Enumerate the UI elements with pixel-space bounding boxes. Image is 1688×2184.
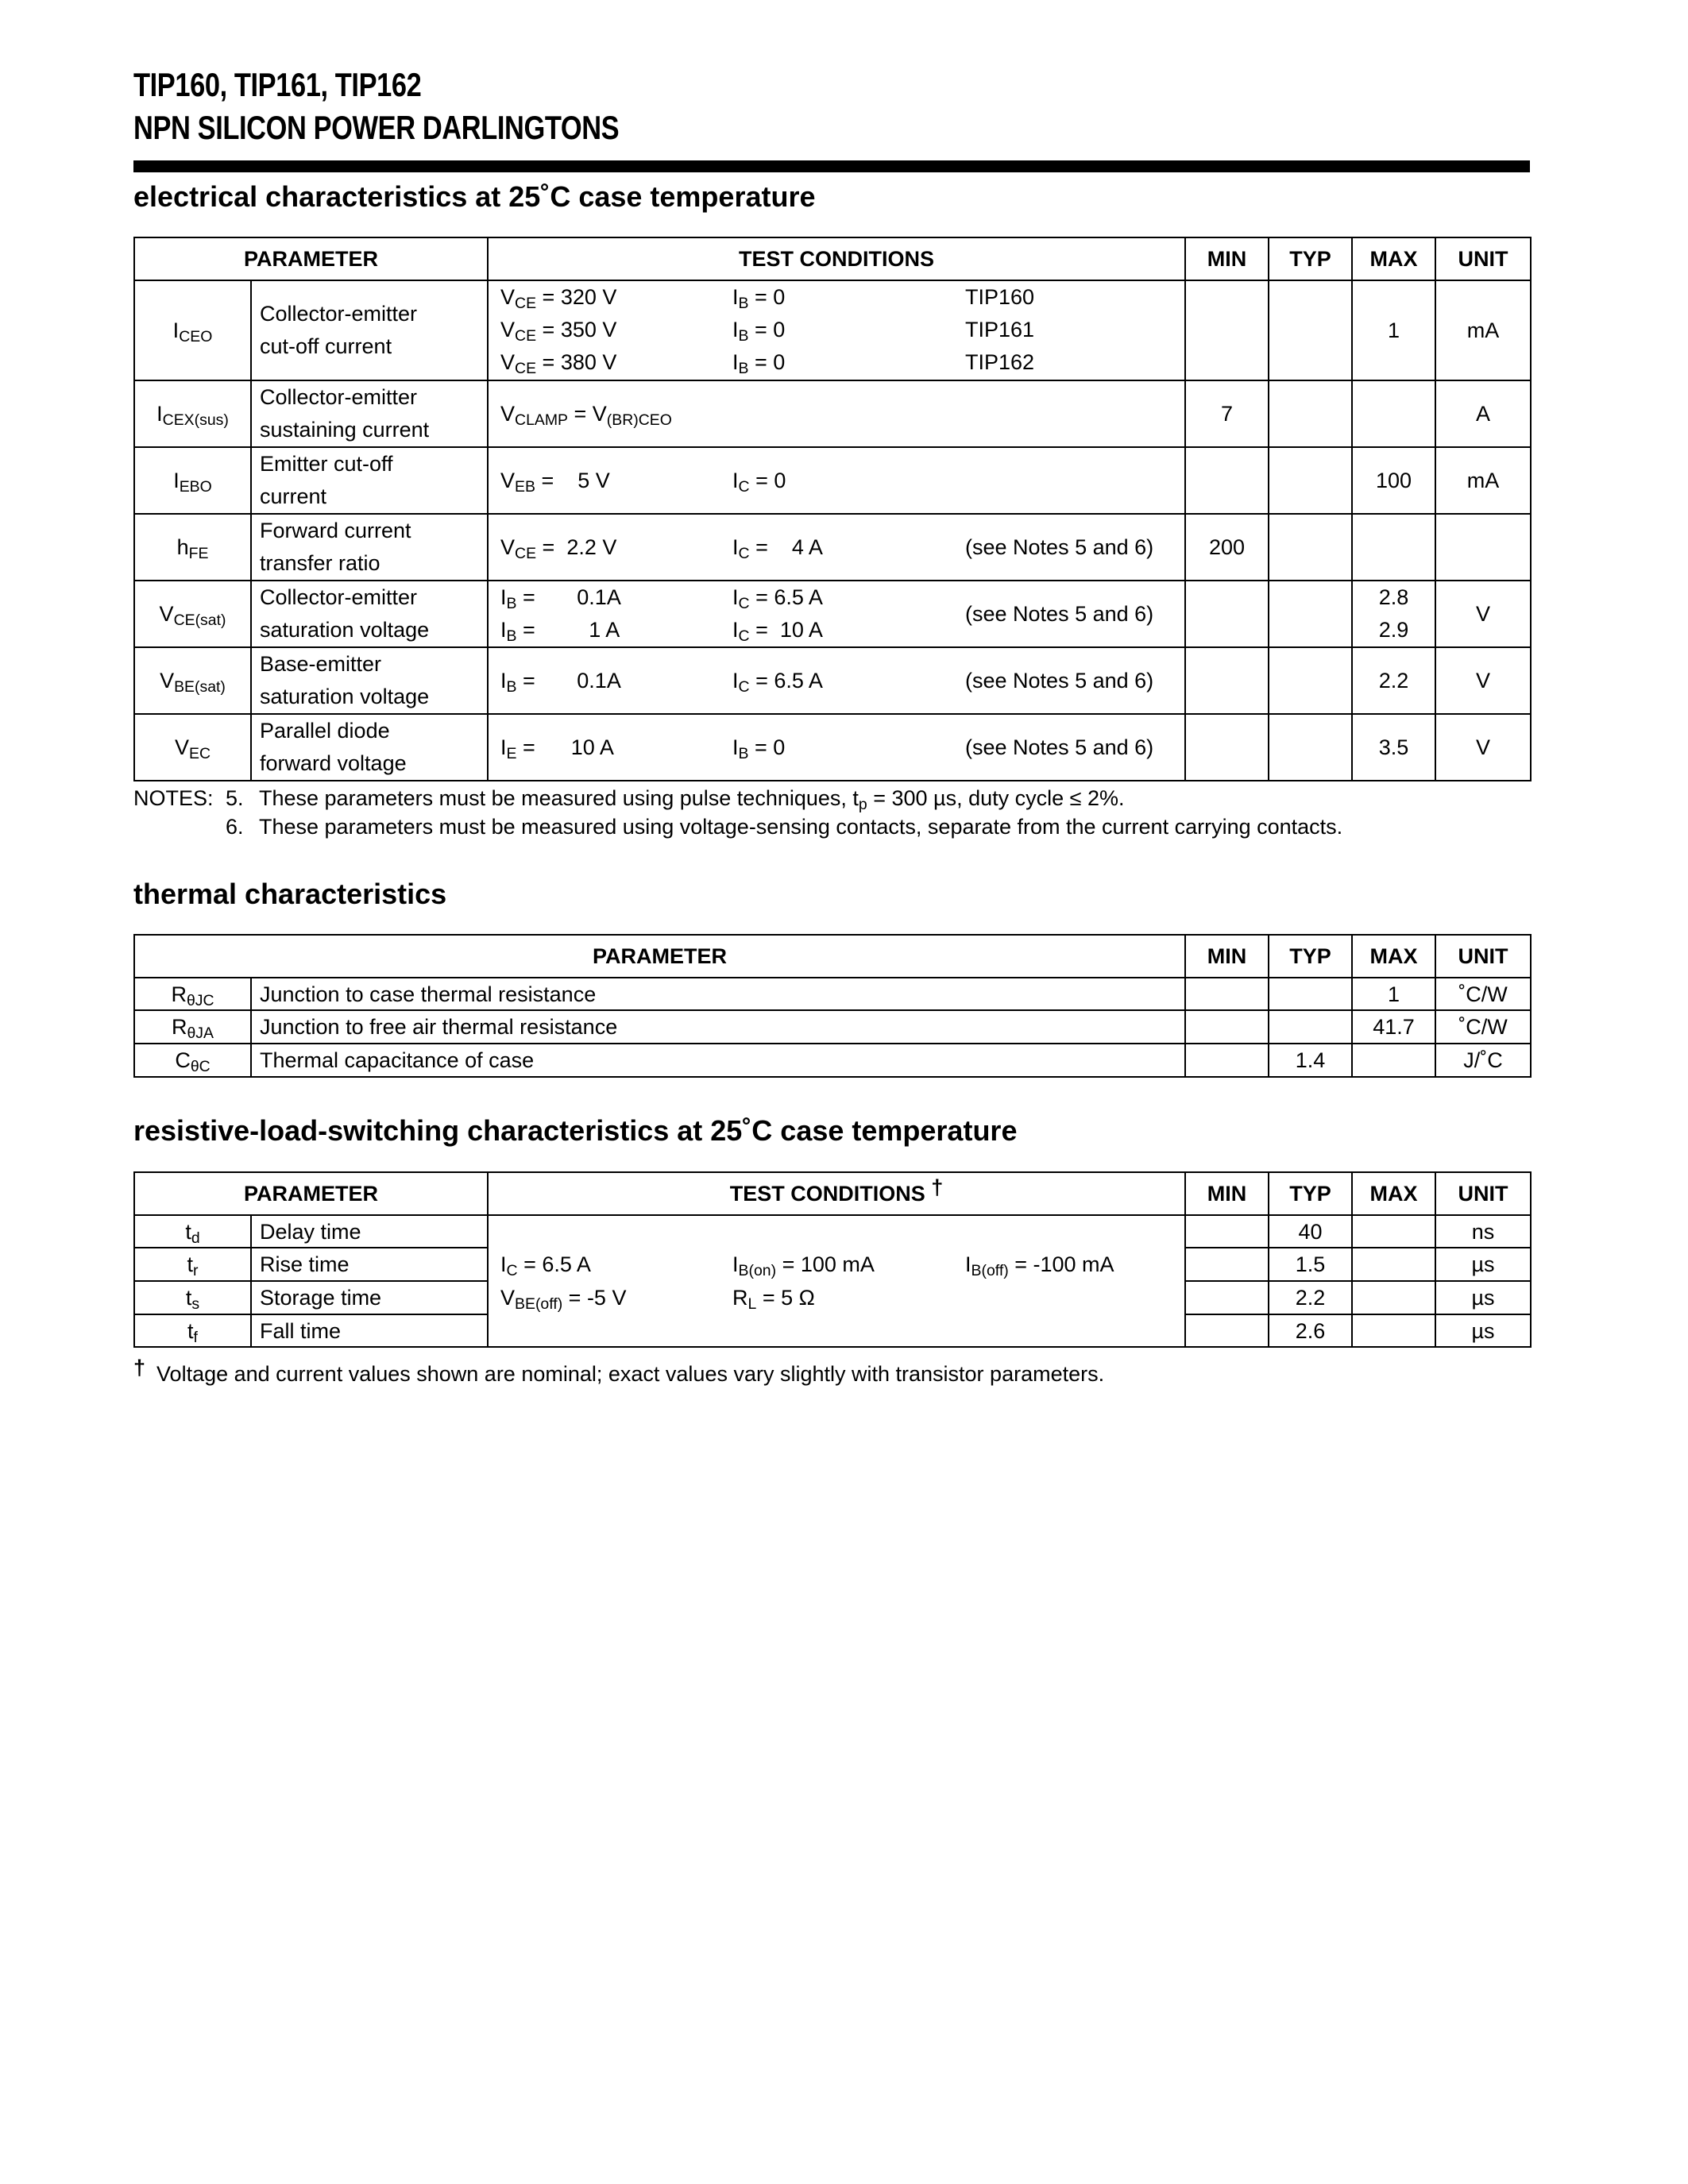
min-value [1185, 1215, 1269, 1248]
unit-value: ns [1435, 1215, 1531, 1248]
param-description: Rise time [251, 1248, 488, 1281]
min-value [1185, 1248, 1269, 1281]
cond-vce-3: $V_{CE} = 380$ V [500, 350, 617, 377]
test-conditions [488, 280, 1185, 380]
cond-ic-2: $I_C = 10$ A [732, 618, 823, 645]
max-value: 3.5 [1352, 714, 1435, 781]
header-test-conditions: TEST CONDITIONS † [488, 1172, 1185, 1215]
electrical-header-row [134, 237, 1531, 280]
cond-ic: $I_C = 6.5$ A [500, 1252, 591, 1279]
typ-value [1269, 280, 1352, 380]
param-symbol: $h_{FE}$ [134, 514, 251, 581]
max-value [1352, 1248, 1435, 1281]
unit-value: V [1435, 581, 1531, 647]
max-value: 1 [1352, 280, 1435, 380]
cond-vclamp: $V_{CLAMP} = V_{(BR)CEO}$ [500, 402, 672, 429]
cond-ic-1: $I_C = 6.5$ A [732, 585, 823, 612]
header-typ: TYP [1269, 1172, 1352, 1215]
cond-vbe-off: $V_{BE(off)} = -5$ V [500, 1286, 627, 1313]
cond-device-2: TIP161 [965, 318, 1035, 341]
max-value [1352, 1314, 1435, 1347]
header-typ: TYP [1269, 935, 1352, 978]
param-description: Thermal capacitance of case [251, 1044, 1185, 1077]
cond-vce-1: $V_{CE} = 320$ V [500, 285, 617, 312]
max-value: 41.7 [1352, 1010, 1435, 1044]
table-row [134, 380, 1531, 447]
title-line-1: TIP160, TIP161, TIP162 [133, 66, 422, 103]
switching-section-title: resistive-load-switching characteristics at 25˚C case temperature [133, 1114, 1018, 1147]
cond-notes: (see Notes 5 and 6) [965, 735, 1154, 759]
typ-value [1269, 380, 1352, 447]
max-value: 1 [1352, 978, 1435, 1010]
param-description: Base-emitter saturation voltage [251, 647, 488, 714]
unit-value: A [1435, 380, 1531, 447]
footnote-text: Voltage and current values shown are nominal; exact values vary slightly with transistor parameters. [156, 1362, 1105, 1386]
thermal-table [133, 934, 1532, 1078]
param-symbol: $R_{\theta JC}$ [134, 978, 251, 1010]
cond-device-3: TIP162 [965, 350, 1035, 374]
cond-ib-on: $I_{B(on)} = 100$ mA [732, 1252, 875, 1279]
unit-value: µs [1435, 1314, 1531, 1347]
unit-value: V [1435, 714, 1531, 781]
cond-2: $I_B = 0$ [732, 735, 786, 762]
max-value: 2.2 [1352, 647, 1435, 714]
typ-value [1269, 581, 1352, 647]
unit-value: mA [1435, 447, 1531, 514]
param-description: Junction to case thermal resistance [251, 978, 1185, 1010]
min-value [1185, 581, 1269, 647]
param-description: Junction to free air thermal resistance [251, 1010, 1185, 1044]
typ-value: 40 [1269, 1215, 1352, 1248]
typ-value [1269, 714, 1352, 781]
unit-value: J/˚C [1435, 1044, 1531, 1077]
param-description: Emitter cut-off current [251, 447, 488, 514]
page-title [133, 64, 619, 149]
table-row [134, 1010, 1531, 1044]
min-value [1185, 447, 1269, 514]
table-row [134, 1044, 1531, 1077]
unit-value: mA [1435, 280, 1531, 380]
typ-value: 1.4 [1269, 1044, 1352, 1077]
typ-value [1269, 514, 1352, 581]
min-value [1185, 978, 1269, 1010]
note-6: 6. These parameters must be measured using voltage-sensing contacts, separate from the current carrying contacts. [226, 815, 1343, 839]
cond-2: $I_C = 0$ [732, 469, 786, 496]
typ-value [1269, 1010, 1352, 1044]
typ-value [1269, 447, 1352, 514]
test-conditions [488, 514, 1185, 581]
param-description: Delay time [251, 1215, 488, 1248]
typ-value: 2.6 [1269, 1314, 1352, 1347]
typ-value: 2.2 [1269, 1281, 1352, 1314]
cond-2: $I_C = 6.5$ A [732, 669, 823, 696]
param-description: Parallel diode forward voltage [251, 714, 488, 781]
max-value [1352, 1281, 1435, 1314]
param-description: Fall time [251, 1314, 488, 1347]
cond-1: $V_{EB}$ = 5 V [500, 469, 610, 496]
cond-1: $I_E$ = 10 A [500, 735, 614, 762]
test-conditions [488, 380, 1185, 447]
cond-notes: (see Notes 5 and 6) [965, 669, 1154, 693]
title-line-2: NPN SILICON POWER DARLINGTONS [133, 109, 620, 146]
header-min: MIN [1185, 1172, 1269, 1215]
cond-1: $V_{CE} = 2.2$ V [500, 535, 617, 562]
param-symbol: $I_{EBO}$ [134, 447, 251, 514]
param-symbol: $V_{CE(sat)}$ [134, 581, 251, 647]
electrical-section-title: electrical characteristics at 25˚C case temperature [133, 180, 816, 213]
param-symbol: $V_{BE(sat)}$ [134, 647, 251, 714]
cond-device-1: TIP160 [965, 285, 1035, 309]
param-description: Collector-emitter saturation voltage [251, 581, 488, 647]
cond-ib-2: $I_B = 0$ [732, 318, 786, 345]
unit-value: µs [1435, 1281, 1531, 1314]
param-description: Collector-emitter cut-off current [251, 280, 488, 380]
table-row [134, 581, 1531, 647]
max-value [1352, 1044, 1435, 1077]
cond-ib-off: $I_{B(off)} = -100$ mA [965, 1252, 1114, 1279]
max-value: 2.8 2.9 [1352, 581, 1435, 647]
min-value [1185, 1314, 1269, 1347]
cond-ib-3: $I_B = 0$ [732, 350, 786, 377]
table-row [134, 514, 1531, 581]
cond-ib-1: $I_B$ = 0.1A [500, 585, 621, 612]
cond-notes: (see Notes 5 and 6) [965, 535, 1154, 559]
table-row [134, 447, 1531, 514]
min-value [1185, 1010, 1269, 1044]
param-description: Collector-emitter sustaining current [251, 380, 488, 447]
table-row [134, 714, 1531, 781]
max-value [1352, 1215, 1435, 1248]
cond-2: $I_C$ = 4 A [732, 535, 823, 562]
table-row [134, 280, 1531, 380]
cond-notes: (see Notes 5 and 6) [965, 602, 1154, 626]
param-symbol: $I_{CEO}$ [134, 280, 251, 380]
thermal-header-row [134, 935, 1531, 978]
param-symbol: $t_d$ [134, 1215, 251, 1248]
test-conditions [488, 1215, 1185, 1347]
test-conditions [488, 714, 1185, 781]
note-5: NOTES: 5. These parameters must be measured using pulse techniques, $t_p = 300$ µs, duty cycle ≤ 2%. [133, 786, 1125, 813]
param-description: Forward current transfer ratio [251, 514, 488, 581]
cond-rl: $R_L = 5$ Ω [732, 1286, 815, 1313]
table-row [134, 978, 1531, 1010]
min-value [1185, 714, 1269, 781]
test-conditions [488, 581, 1185, 647]
table-row [134, 647, 1531, 714]
typ-value [1269, 647, 1352, 714]
header-parameter: PARAMETER [134, 935, 1185, 978]
max-value: 100 [1352, 447, 1435, 514]
header-unit: UNIT [1435, 1172, 1531, 1215]
header-min: MIN [1185, 935, 1269, 978]
header-parameter: PARAMETER [134, 237, 488, 280]
table-row [134, 1215, 1531, 1248]
dagger-mark: † [133, 1356, 146, 1379]
switching-footnote [133, 1356, 1105, 1388]
unit-value: µs [1435, 1248, 1531, 1281]
cond-ib-2: $I_B$ = 1 A [500, 618, 620, 645]
max-value [1352, 514, 1435, 581]
unit-value: V [1435, 647, 1531, 714]
cond-1: $I_B$ = 0.1A [500, 669, 621, 696]
min-value: 7 [1185, 380, 1269, 447]
unit-value: ˚C/W [1435, 1010, 1531, 1044]
unit-value [1435, 514, 1531, 581]
thermal-section-title: thermal characteristics [133, 878, 447, 910]
param-symbol: $V_{EC}$ [134, 714, 251, 781]
param-description: Storage time [251, 1281, 488, 1314]
cond-vce-2: $V_{CE} = 350$ V [500, 318, 617, 345]
param-symbol: $t_r$ [134, 1248, 251, 1281]
electrical-table [133, 237, 1532, 781]
header-max: MAX [1352, 237, 1435, 280]
min-value: 200 [1185, 514, 1269, 581]
test-conditions [488, 647, 1185, 714]
header-typ: TYP [1269, 237, 1352, 280]
header-max: MAX [1352, 1172, 1435, 1215]
min-value [1185, 647, 1269, 714]
param-symbol: $C_{\theta C}$ [134, 1044, 251, 1077]
switching-table [133, 1171, 1532, 1348]
switching-header-row [134, 1172, 1531, 1215]
min-value [1185, 1281, 1269, 1314]
header-test-conditions: TEST CONDITIONS [488, 237, 1185, 280]
test-conditions [488, 447, 1185, 514]
unit-value: ˚C/W [1435, 978, 1531, 1010]
min-value [1185, 1044, 1269, 1077]
header-rule [133, 160, 1530, 172]
param-symbol: $t_f$ [134, 1314, 251, 1347]
typ-value [1269, 978, 1352, 1010]
max-value [1352, 380, 1435, 447]
header-unit: UNIT [1435, 935, 1531, 978]
min-value [1185, 280, 1269, 380]
header-min: MIN [1185, 237, 1269, 280]
param-symbol: $t_s$ [134, 1281, 251, 1314]
electrical-notes [133, 784, 1530, 841]
param-symbol: $R_{\theta JA}$ [134, 1010, 251, 1044]
param-symbol: $I_{CEX(sus)}$ [134, 380, 251, 447]
header-unit: UNIT [1435, 237, 1531, 280]
header-parameter: PARAMETER [134, 1172, 488, 1215]
cond-ib-1: $I_B = 0$ [732, 285, 786, 312]
header-max: MAX [1352, 935, 1435, 978]
typ-value: 1.5 [1269, 1248, 1352, 1281]
